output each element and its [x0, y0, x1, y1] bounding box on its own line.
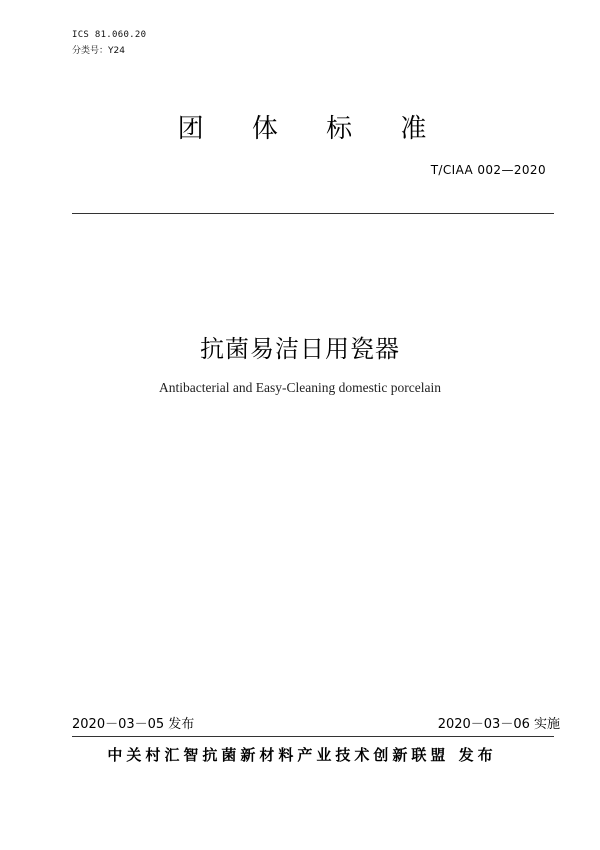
publisher-line: 中关村汇智抗菌新材料产业技术创新联盟 发布 — [107, 746, 497, 764]
top-divider — [72, 213, 554, 214]
standard-number: T/CIAA 002—2020 — [430, 163, 546, 177]
document-title-chinese: 抗菌易洁日用瓷器 — [200, 335, 400, 363]
standard-type-heading: 团 体 标 准 — [177, 114, 447, 144]
implementation-date: 2020－03－06 实施 — [437, 717, 560, 732]
document-title-english: Antibacterial and Easy-Cleaning domestic porcelain — [159, 380, 441, 395]
issue-date: 2020－03－05 发布 — [72, 717, 195, 732]
classification-number: 分类号：Y24 — [72, 46, 125, 56]
ics-code: ICS 81.060.20 — [72, 30, 147, 40]
bottom-divider — [72, 736, 554, 737]
